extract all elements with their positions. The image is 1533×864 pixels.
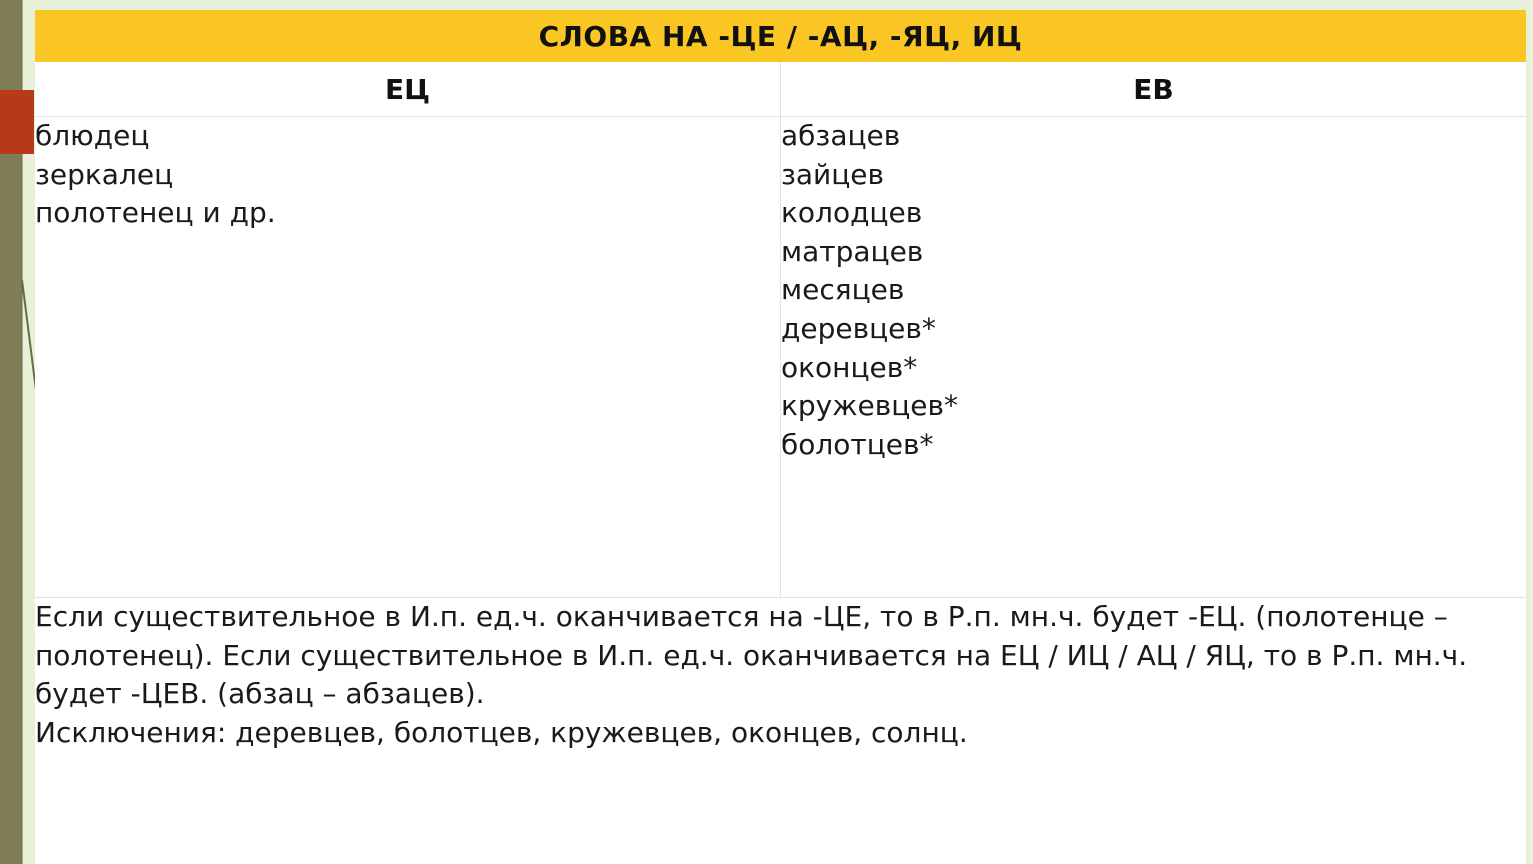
word-ev-4: матрацев	[781, 234, 924, 268]
rule-note	[35, 598, 1526, 752]
word-ec-2: зеркалец	[35, 157, 174, 191]
word-ev-7: оконцев*	[781, 350, 918, 384]
accent-block	[0, 90, 34, 154]
title-bar	[35, 10, 1526, 62]
word-ev-9: болотцев*	[781, 427, 934, 461]
word-ev-2: зайцев	[781, 157, 885, 191]
slide-title: СЛОВА НА -ЦЕ / -АЦ, -ЯЦ, ИЦ	[538, 19, 1023, 53]
exceptions-text: Исключения: деревцев, болотцев, кружевцев, оконцев, солнц.	[35, 715, 968, 749]
word-ev-5: месяцев	[781, 273, 905, 307]
word-ev-3: колодцев	[781, 196, 923, 230]
word-ec-3: полотенец и др.	[35, 196, 276, 230]
word-ev-8: кружевцев*	[781, 389, 958, 423]
word-ev-6: деревцев*	[781, 311, 936, 345]
word-ec-1: блюдец	[35, 119, 150, 152]
column-ec-body	[35, 117, 781, 598]
word-ev-1: абзацев	[781, 119, 901, 152]
slide	[35, 10, 1526, 864]
column-header-ec: ЕЦ	[35, 62, 781, 117]
rule-text: Если существительное в И.п. ед.ч. оканчивается на -ЦЕ, то в Р.п. мн.ч. будет -ЕЦ. (полотенце – полотенец). Если существительное в И.п. ед.ч. оканчивается на ЕЦ / ИЦ / АЦ / ЯЦ, то в Р.п. мн.ч. будет -ЦЕВ. (абзац – абзацев).	[35, 600, 1468, 710]
column-header-ev: ЕВ	[781, 62, 1526, 117]
column-ev-body	[781, 117, 1526, 598]
